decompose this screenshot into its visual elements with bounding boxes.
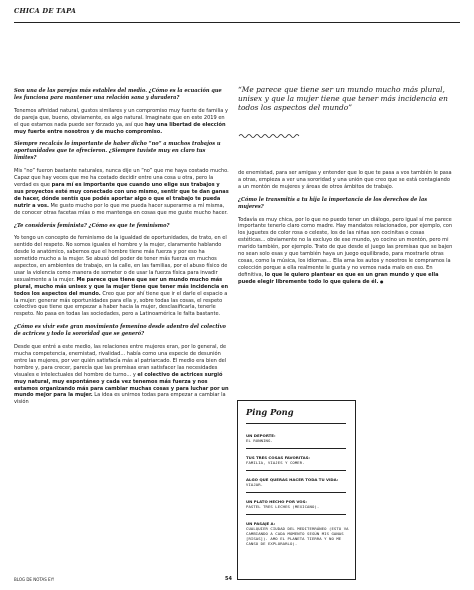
ping-pong-divider <box>246 448 346 449</box>
question-4: ¿Cómo es vivir este gran movimiento femenino desde adentro del colectivo de actrices y todo la sororidad que se generó? <box>14 324 226 338</box>
footer-magazine-name: BLOG DE NOTAS EY! <box>14 577 55 582</box>
answer-5: Todavía es muy chica, por lo que no puedo tener un diálogo, pero igual sí me parece importante tenerlo claro como madre. Hay mandatos relacionados, por ejemplo, con los juguetes de color rosa o celeste, los de las niñas son cocinitas o cosas estéticas... obviamente no la excluyo de ese mundo, yo cocino un montón, pero mi marido también, por ejemplo. Trato de que desde el juego las premisas que se bajen no sean solo esas y que también haya un juego equilibrado, para mostrarle otras cosas, como la música, los idiomas... Ella ama los autos y nosotros le compramos la colección porque a ella realmente le gusta y no vemos nada malo en eso. En definitiva, lo que le quiero plantear es que es un gran mundo y que ella puede elegir libremente todo lo que quiera de él. ● <box>238 216 453 285</box>
pull-quote: “Me parece que tiene ser un mundo mucho más plural, unisex y que la mujer tiene que tener más incidencia en todos los aspectos del mundo” <box>238 85 448 112</box>
answer-4-continued: de enemistad, para ser amigas y entender que lo que te pasa a vos también le pasa a otras, empieza a ver una sororidad y una unión que creo que se está contagiando a un montón de mujeres y áreas de otros ámbitos de trabajo. <box>238 170 452 190</box>
ping-pong-box <box>237 400 356 580</box>
header-rule <box>14 22 460 23</box>
page-number: 54 <box>225 576 232 582</box>
question-5: ¿Cómo le transmitís a tu hija la importancia de los derechos de las mujeres? <box>238 196 428 210</box>
answer-4: Desde que entré a este medio, las relaciones entre mujeres eran, por lo general, de mucha competencia, enemistad, rivalidad... había como una especie de desunión entre las mujeres, por ver quién satisfacía más al patriarcado. El medio era bien del hombre y, para crecer, parecía que las premisas eran satisfacer las necesidades visuales e intelectuales del hombre de turno... y el colectivo de actrices surgió muy natural, muy espontáneo y cada vez tenemos más fuerza y nos estamos organizando más para cambiar muchas cosas y para luchar por un mundo mejor para la mujer. La idea es unirnos todas para empezar a cambiar la visión <box>14 344 229 406</box>
ping-pong-title-rule <box>246 423 346 424</box>
right-column <box>238 170 453 292</box>
left-column <box>14 88 229 412</box>
question-1: Son una de las parejas más estables del medio. ¿Cómo es la ecuación que les funciona para mantener una relación sana y duradera? <box>14 88 222 101</box>
question-2: Siempre recalcás lo importante de haber dicho “no” a muchos trabajos u oportunidades que te ofrecieron. ¿Siempre tuviste muy en claro tus límites? <box>14 141 221 162</box>
end-mark-icon: ● <box>379 278 384 284</box>
question-3: ¿Te considerás feminista? ¿Cómo es que te feminismo? <box>14 222 170 229</box>
section-tag: CHICA DE TAPA <box>14 7 77 15</box>
answer-1: Tenemos afinidad natural, gustos similares y un compromiso muy fuerte de familia y de pareja que, bueno, obviamente, es algo natural. Imaginate que en este 2019 en el que estamos nada puede ser forzado ya, así que hay una libertad de elección muy fuerte entre nosotros y de mucho compromiso. <box>14 107 228 135</box>
ping-pong-divider <box>246 492 346 493</box>
ping-pong-item: ALGO QUE QUERAS HACER TODA TU VIDA: VIAJAR. <box>246 477 339 487</box>
ping-pong-title: Ping Pong <box>246 407 294 417</box>
ping-pong-item: UN DEPORTE: EL RUNNING. <box>246 433 276 443</box>
ping-pong-divider <box>246 470 346 471</box>
answer-2: Mis “no” fueron bastante naturales, nunca dije un “no” que me haya costado mucho. Capaz que hay veces que me ha costado decidir entre una cosa u otra, pero la verdad es que para mí es importante que cuando uno elige sus trabajos y sus proyectos esté muy conectado con uno mismo, sentir que te dan ganas de hacer, dónde sentís que podés aportar algo o que el trabajo te pueda nutrir a vos. Me gusto mucho por lo que me pueda hacer superarme a mí misma, de conocer otras facetas mías o me mantenga en cosas que me guste mucho hacer. <box>14 168 229 216</box>
ping-pong-item: UN PLATO HECHO POR VOS: PASTEL TRES LECHES (MEXICANO). <box>246 499 320 509</box>
ping-pong-item: UN PASAJE A: CUALQUIER CIUDAD DEL MEDITERRÁNEO (ESTO VA CAMBIANDO A CADA MOMENTO SEGÚN MIS GANAS [RISAS]). AMO EL PLANETA TIERRA Y NO ME CANSO DE EXPLORARLO). <box>246 521 349 546</box>
ping-pong-item: TUS TRES COSAS FAVORITAS: FAMILIA, VIAJES Y COMER. <box>246 455 310 465</box>
answer-3: Yo tengo un concepto de feminismo de la igualdad de oportunidades, de trato, en el sentido del respeto. No somos iguales el hombre y la mujer, claramente hablando desde lo anatómico, sabemos que el hombre tiene más fuerza y por eso ha sometido mucho a la mujer. Se abusó del poder de tener más fuerza en muchos aspectos, en ambientes de trabajo, en la calle, en las familias, por el abuso físico de usar la violencia como manera de someter o de usar la fuerza física para invadir sexualmente a la mujer. Me parece que tiene que ser un mundo mucho más plural, mucho más unisex y que la mujer tiene que tener más incidencia en todos los aspectos del mundo. Creo que por ahí tiene que ir el darle el espacio a la mujer: generar más oportunidades para ella y, sobre todas las cosas, el respeto colectivo que tiene que empezar a haber hacia la mujer, desclasificarla, tenerle respeto. No pasa en todas las sociedades, pero a Latinoamérica le falta bastante. <box>14 235 229 318</box>
squiggle-divider-icon <box>238 133 300 139</box>
ping-pong-divider <box>246 514 346 515</box>
